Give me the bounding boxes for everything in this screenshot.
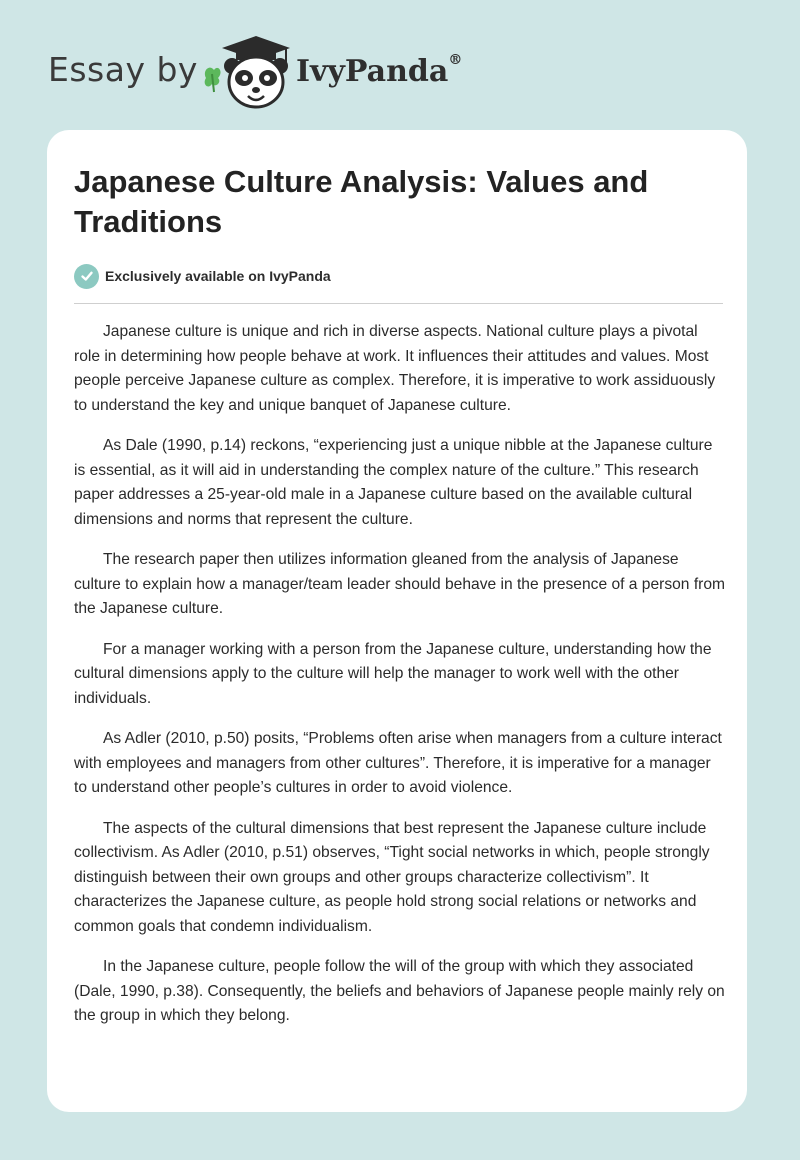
page-title: Japanese Culture Analysis: Values and Traditions (74, 164, 649, 239)
divider (74, 303, 723, 304)
paragraph: Japanese culture is unique and rich in diverse aspects. National culture plays a pivotal role in determining how people behave at work. It influences their attitudes and values. Most people perceive Japanese culture as complex. Therefore, it is imperative to work assiduously to understand the key and unique banquet of Japanese culture. (74, 323, 716, 414)
paragraph: In the Japanese culture, people follow the will of the group with which they associated (Dale, 1990, p.38). Consequently, the beliefs and behaviors of Japanese people mainly rely on the group in which they belong. (74, 958, 725, 1024)
check-icon (74, 264, 99, 289)
site-header (0, 0, 800, 128)
brand-name-text: IvyPanda (296, 54, 449, 89)
paragraph: As Dale (1990, p.14) reckons, “experiencing just a unique nibble at the Japanese culture is essential, as it will aid in understanding the complex nature of the culture.” This research paper addresses a 25-year-old male in a Japanese culture based on the available cultural dimensions and norms that represent the culture. (74, 437, 713, 528)
panda-graduate-icon[interactable] (198, 34, 294, 110)
paragraph: The aspects of the cultural dimensions that best represent the Japanese culture include collectivism. As Adler (2010, p.51) observes, “Tight social networks in which, people strongly distinguish between their own groups and other groups characterize collectivism”. It characterizes the Japanese culture, as people hold strong social relations or networks and common goals that condemn individualism. (74, 819, 710, 935)
paragraph: For a manager working with a person from the Japanese culture, understanding how the cultural dimensions apply to the culture will help the manager to work well with the other individuals. (74, 640, 712, 707)
brand-name[interactable] (296, 54, 462, 89)
article-body (74, 320, 726, 1045)
registered-mark: ® (448, 52, 463, 68)
article-card (47, 130, 747, 1112)
exclusive-badge (74, 263, 331, 289)
badge-text: Exclusively available on IvyPanda (105, 268, 331, 284)
paragraph: The research paper then utilizes information gleaned from the analysis of Japanese culture to explain how a manager/team leader should behave in the presence of a person from the Japanese culture. (74, 551, 726, 617)
paragraph: As Adler (2010, p.50) posits, “Problems often arise when managers from a culture interact with employees and managers from other cultures”. Therefore, it is imperative for a manager to understand other people’s cultures in order to avoid violence. (74, 730, 722, 796)
brand-prefix: Essay by (48, 50, 198, 89)
